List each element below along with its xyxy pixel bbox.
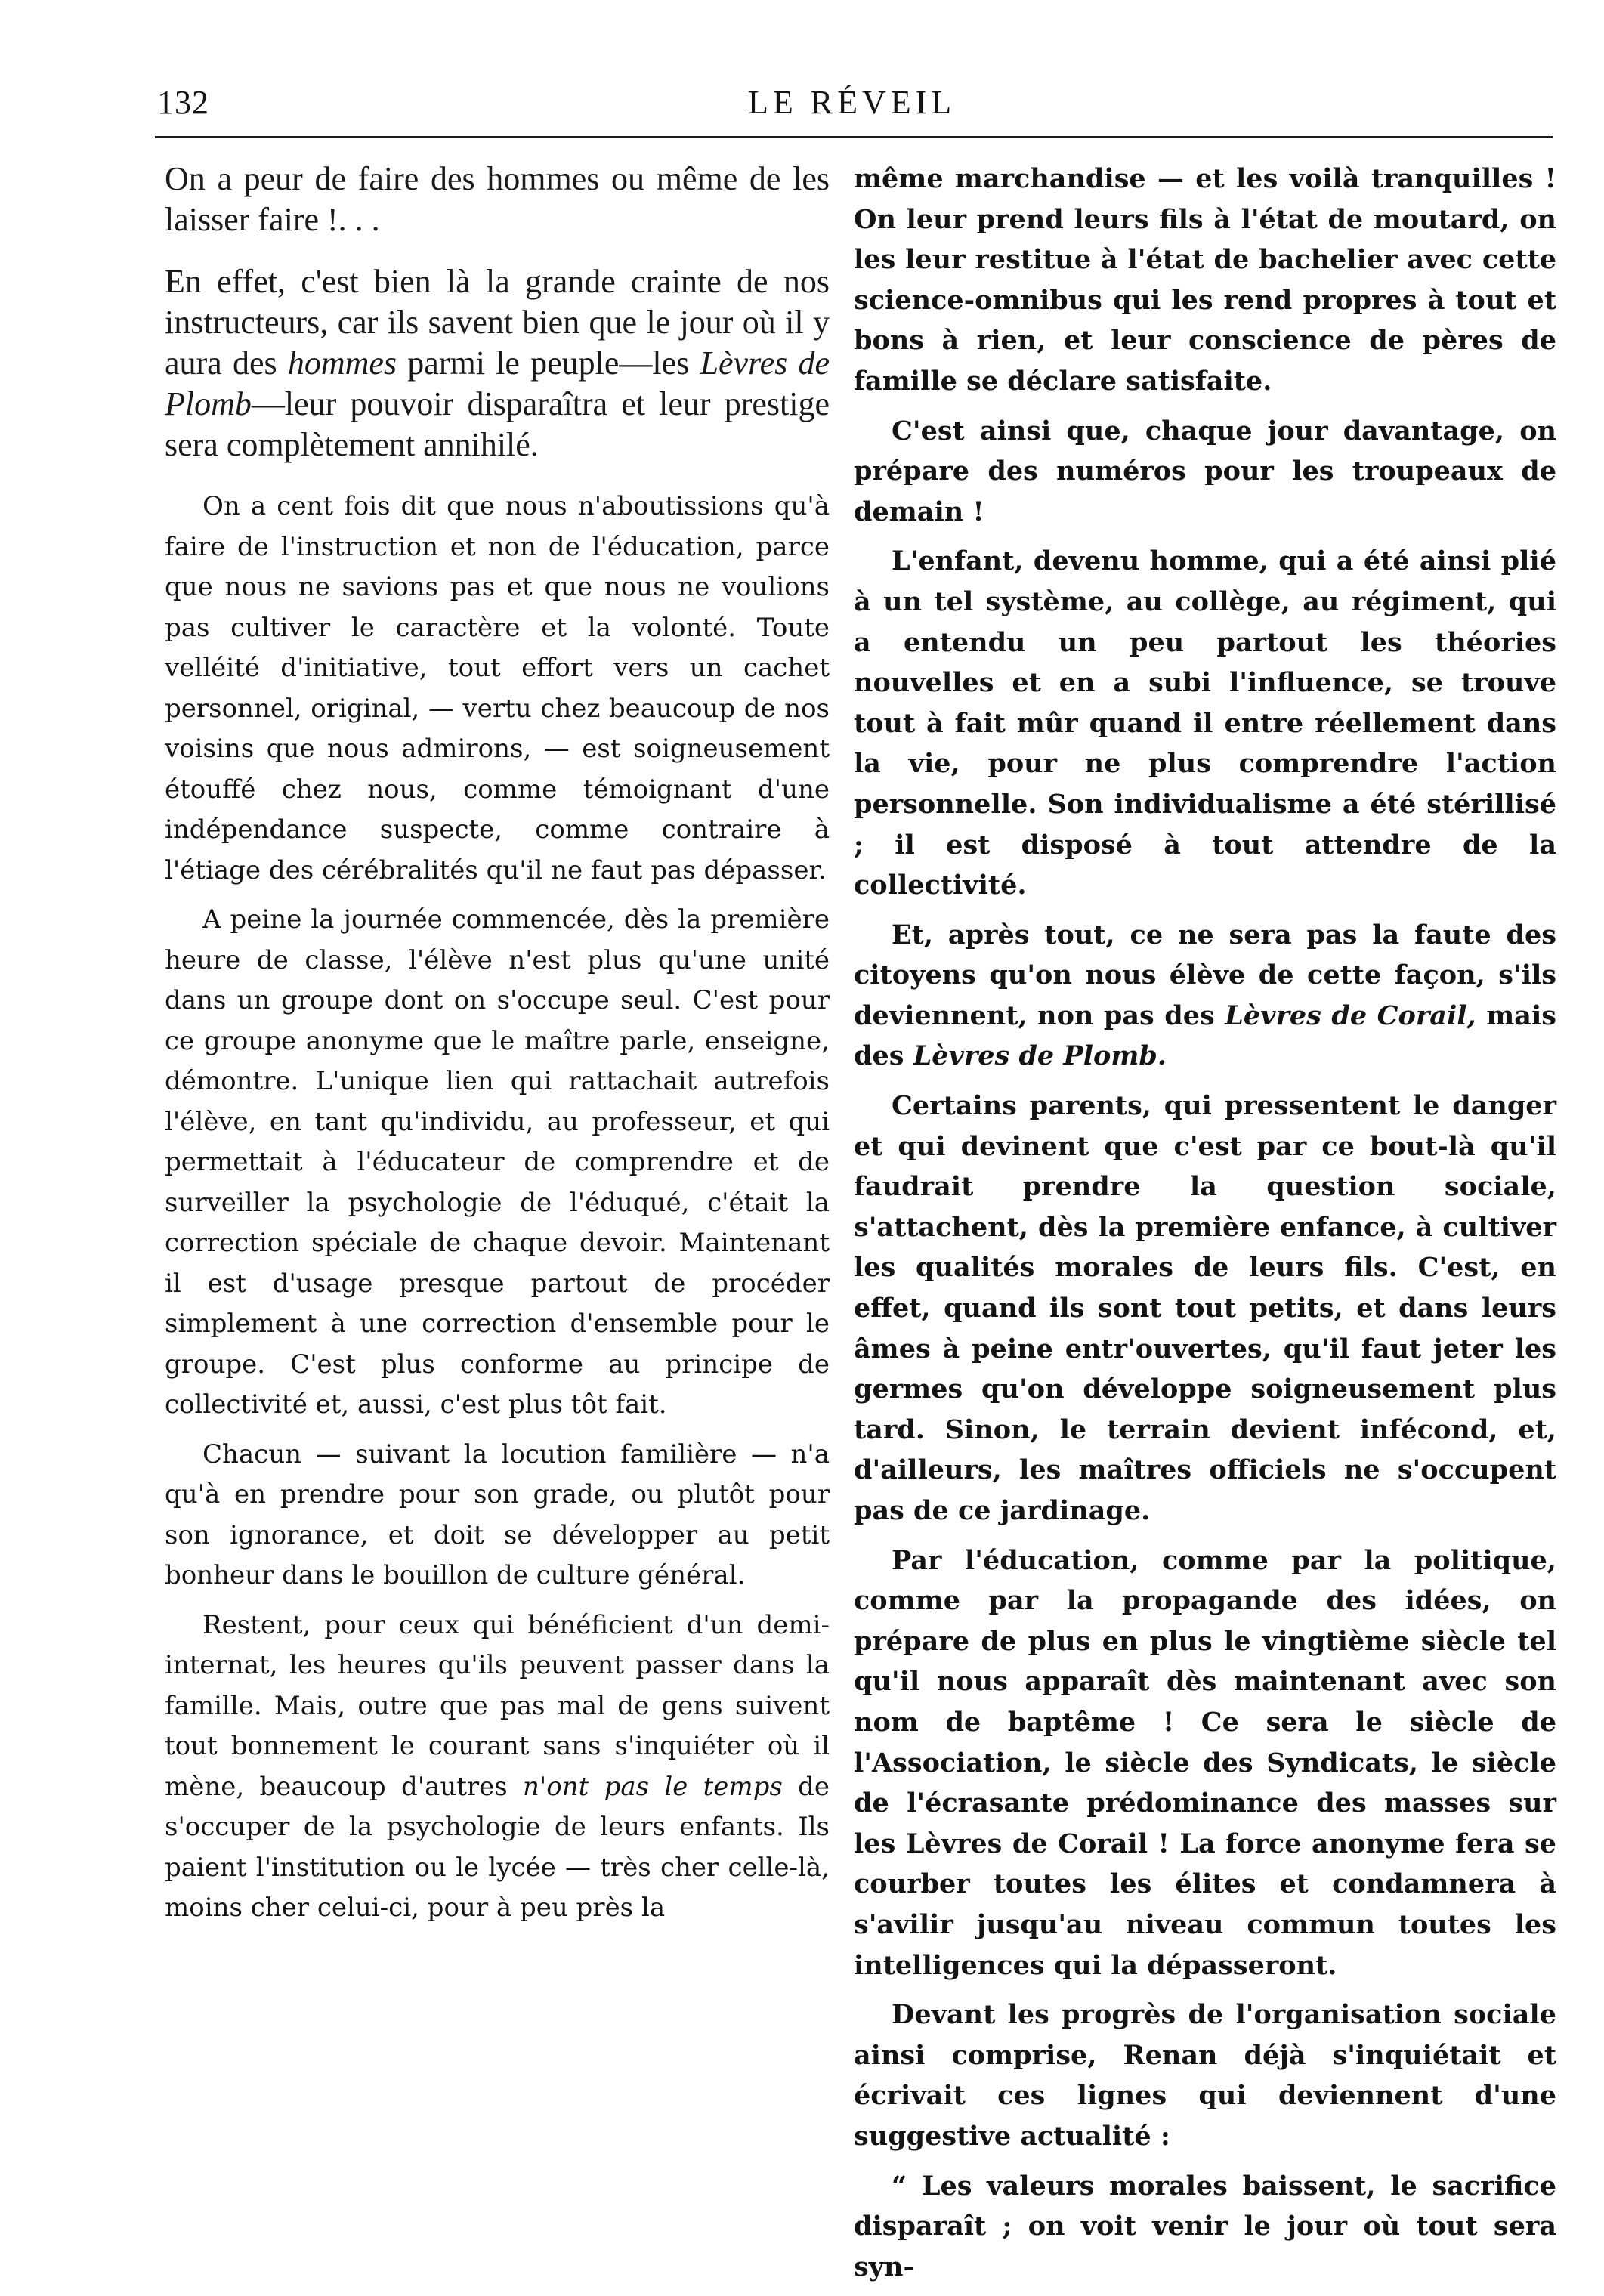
- right-paragraph-6: Par l'éducation, comme par la politique, comme par la propagande des idées, on prépare de plus en plus le vingtième siècle tel qu'il nous apparaît dès maintenant avec son nom de baptême ! Ce sera le siècle de l'Association, le siècle des Syndicats, le siècle de l'écrasante prédominance des masses sur les Lèvres de Corail ! La force anonyme fera se courber toutes les élites et condamnera à s'avilir jusqu'au niveau commun toutes les intelligences qui la dépasseront.: [854, 1544, 1556, 1981]
- right-p4-text-b: mais des: [854, 1000, 1556, 1072]
- lead-paragraph-2: [165, 261, 830, 465]
- left-p4-italic: n'ont pas le temps: [523, 1771, 783, 1802]
- left-column: [165, 159, 830, 1938]
- header-rule: [155, 136, 1553, 138]
- left-paragraph-1: On a cent fois dit que nous n'aboutissions qu'à faire de l'instruction et non de l'éducation, parce que nous ne savions pas et que nous ne voulions pas cultiver le caractère et la volonté. Toute velléité d'initiative, tout effort vers un cachet personnel, original, — vertu chez beaucoup de nos voisins que nous admirons, — est soigneusement étouffé chez nous, comme témoignant d'une indépendance suspecte, comme contraire à l'étiage des cérébralités qu'il ne faut pas dépasser.: [165, 491, 830, 885]
- right-paragraph-3: L'enfant, devenu homme, qui a été ainsi plié à un tel système, au collège, au régiment, qui a entendu un peu partout les théories nouvelles et en a subi l'influence, se trouve tout à fait mûr quand il entre réellement dans la vie, pour ne plus comprendre l'action personnelle. Son individualisme a été stérillisé ; il est disposé à tout attendre de la collectivité.: [854, 545, 1556, 901]
- right-paragraph-4: [854, 915, 1556, 1077]
- page-number: 132: [157, 84, 209, 121]
- right-paragraph-8: “ Les valeurs morales baissent, le sacrifice disparaît ; on voit venir le jour où tout sera syn-: [854, 2170, 1556, 2282]
- lead-2-italic-levres: Lèvres de Plomb: [165, 345, 830, 422]
- running-title: LE RÉVEIL: [748, 84, 957, 121]
- lead-2-italic-hommes: hommes: [287, 345, 397, 382]
- right-p4-italic-corail: Lèvres de Corail,: [1225, 1000, 1476, 1031]
- right-p4-text-a: Et, après tout, ce ne sera pas la faute des citoyens qu'on nous élève de cette façon, s'ils deviennent, non pas des: [854, 919, 1556, 1031]
- left-p4-text-a: Restent, pour ceux qui bénéficient d'un demi-internat, les heures qu'ils peuvent passer dans la famille. Mais, outre que pas mal de gens suivent tout bonnement le courant sans s'inquiéter où il mène, beaucoup d'autres: [165, 1609, 830, 1802]
- left-paragraph-3: Chacun — suivant la locution familière — n'a qu'à en prendre pour son grade, ou plutôt pour son ignorance, et doit se développer au petit bonheur dans le bouillon de culture général.: [165, 1438, 830, 1590]
- right-p4-italic-plomb: Lèvres de Plomb.: [913, 1040, 1167, 1072]
- lead-2-text-c: —leur pouvoir disparaîtra et leur prestige sera complètement annihilé.: [165, 385, 830, 463]
- right-paragraph-7: Devant les progrès de l'organisation sociale ainsi comprise, Renan déjà s'inquiétait et écrivait ces lignes qui deviennent d'une suggestive actualité :: [854, 1999, 1556, 2152]
- right-column: [854, 159, 1556, 2296]
- left-p4-text-b: de s'occuper de la psychologie de leurs enfants. Ils paient l'institution ou le lycée — très cher celle-là, moins cher celui-ci, pour à peu près la: [165, 1771, 830, 1923]
- left-paragraph-4: [165, 1605, 830, 1929]
- lead-2-text-b: parmi le peuple—les: [397, 345, 700, 382]
- lead-paragraph-1: On a peur de faire des hommes ou même de les laisser faire !. . .: [165, 160, 830, 238]
- page-header: [0, 83, 1604, 128]
- right-paragraph-5: Certains parents, qui pressentent le danger et qui devinent que c'est par ce bout-là qu'il faudrait prendre la question sociale, s'attachent, dès la première enfance, à cultiver les qualités morales de leurs fils. C'est, en effet, quand ils sont tout petits, et dans leurs âmes à peine entr'ouvertes, qu'il faut jeter les germes qu'on développe soigneusement plus tard. Sinon, le terrain devient infécond, et, d'ailleurs, les maîtres officiels ne s'occupent pas de ce jardinage.: [854, 1090, 1556, 1526]
- right-paragraph-1: même marchandise — et les voilà tranquilles ! On leur prend leurs fils à l'état de moutard, on les leur restitue à l'état de bachelier avec cette science-omnibus qui les rend propres à tout et bons à rien, et leur conscience de pères de famille se déclare satisfaite.: [854, 163, 1556, 397]
- lead-2-text-a: En effet, c'est bien là la grande crainte de nos instructeurs, car ils savent bien que le jour où il y aura des: [165, 263, 830, 382]
- left-paragraph-2: A peine la journée commencée, dès la première heure de classe, l'élève n'est plus qu'une unité dans un groupe dont on s'occupe seul. C'est pour ce groupe anonyme que le maître parle, enseigne, démontre. L'unique lien qui rattachait autrefois l'élève, en tant qu'individu, au professeur, et qui permettait à l'éducateur de comprendre et de surveiller la psychologie de l'éduqué, c'était la correction spéciale de chaque devoir. Maintenant il est d'usage presque partout de procéder simplement à une correction d'ensemble pour le groupe. C'est plus conforme au principe de collectivité et, aussi, c'est plus tôt fait.: [165, 904, 830, 1420]
- right-paragraph-2: C'est ainsi que, chaque jour davantage, on prépare des numéros pour les troupeaux de demain !: [854, 415, 1556, 527]
